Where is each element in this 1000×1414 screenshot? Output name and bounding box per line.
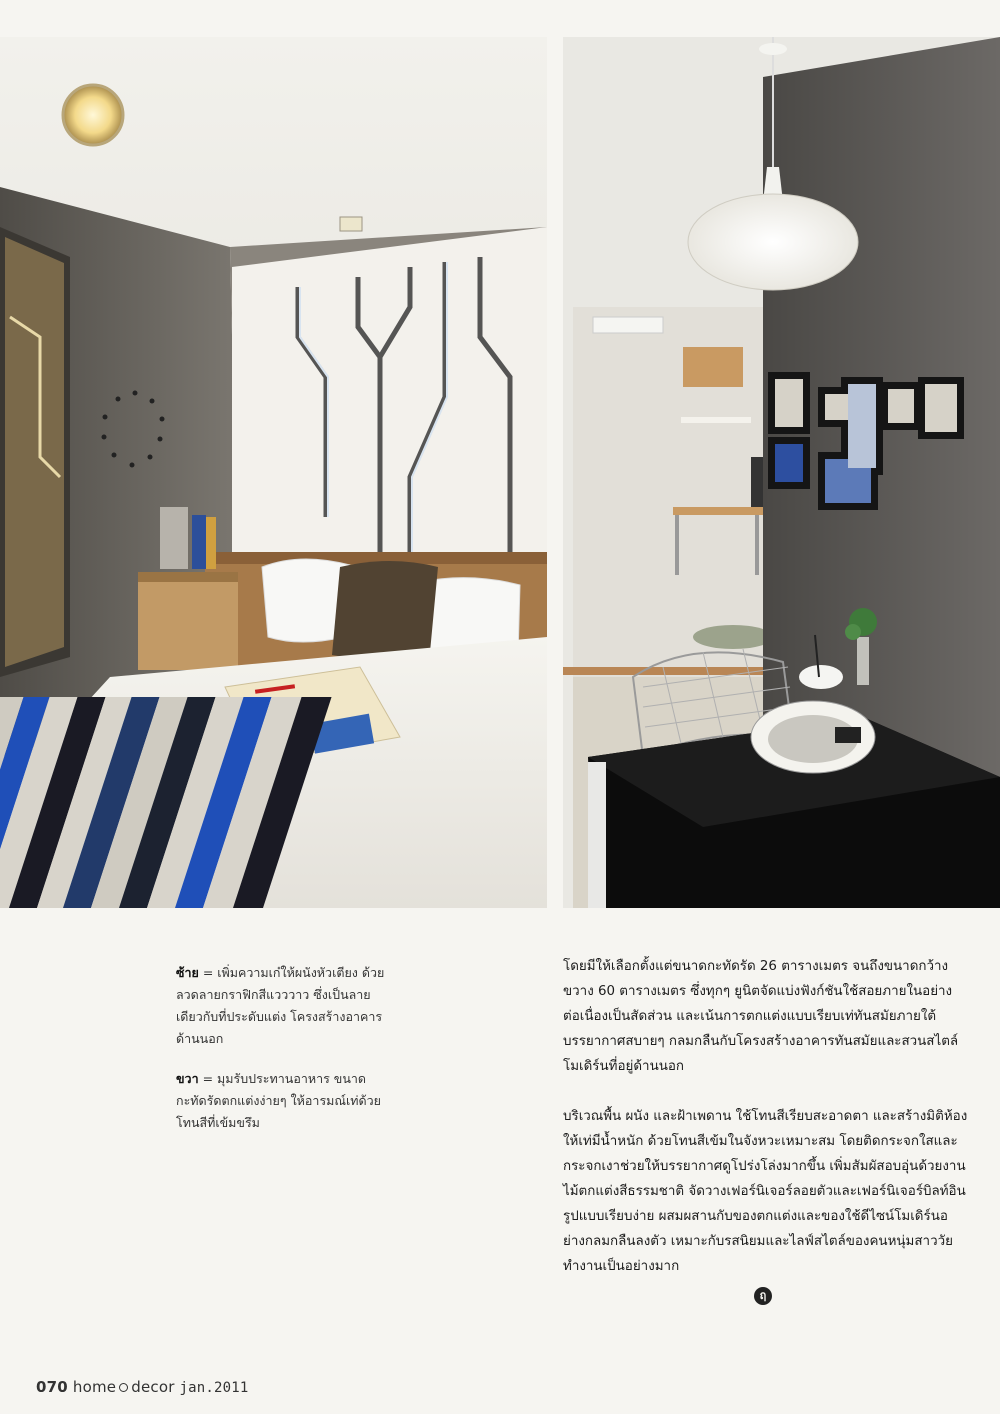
caption-left-text: = เพิ่มความเก๋ให้ผนังหัวเตียง ด้วยลวดลายกราฟิกสีแวววาว ซึ่งเป็นลายเดียวกับที่ประดับแต่ง โครงสร้างอาคารด้านนอก xyxy=(176,965,385,1046)
bedroom-photo xyxy=(0,37,547,908)
article-body xyxy=(563,954,968,1279)
article-paragraph-2: บริเวณพื้น ผนัง และฝ้าเพดาน ใช้โทนสีเรียบสะอาดตา และสร้างมิติห้องให้เท่มีน้ำหนัก ด้วยโทนสีเข้มในจังหวะเหมาะสม โดยติดกระจกใสและกระจกเงาช่วยให้บรรยากาศดูโปร่งโล่งมากขึ้น เพิ่มสัมผัสอบอุ่นด้วยงานไม้ตกแต่งสีธรรมชาติ จัดวางเฟอร์นิเจอร์ลอยตัวและเฟอร์นิเจอร์บิลท์อินรูปแบบเรียบง่าย ผสมผสานกับของตกแต่งและของใช้ดีไซน์โมเดิร์นอย่างกลมกลืนลงตัว เหมาะกับรสนิยมและไลฟ์สไตล์ของคนหนุ่มสาววัยทำงานเป็นอย่างมาก xyxy=(563,1109,968,1274)
end-of-article-mark: ฤ xyxy=(754,1287,772,1305)
photo-captions xyxy=(176,962,396,1134)
issue-date: jan.2011 xyxy=(179,1380,249,1396)
dining-corner-photo xyxy=(563,37,1000,908)
caption-right-text: = มุมรับประทานอาหาร ขนาดกะทัดรัดตกแต่งง่ายๆ ให้อารมณ์เท่ด้วยโทนสีที่เข้มขรึม xyxy=(176,1071,381,1130)
article-paragraph-1: โดยมีให้เลือกตั้งแต่ขนาดกะทัดรัด 26 ตารางเมตร จนถึงขนาดกว้างขวาง 60 ตารางเมตร ซึ่งทุกๆ ยูนิตจัดแบ่งฟังก์ชันใช้สอยภายในอย่างต่อเนื่องเป็นสัดส่วน และเน้นการตกแต่งแบบเรียบเท่ทันสมัยภายใต้บรรยากาศสบายๆ กลมกลืนกับโครงสร้างอาคารทันสมัยและสวนสไตล์โมเดิร์นที่อยู่ด้านนอก xyxy=(563,959,959,1074)
caption-left-label: ซ้าย xyxy=(176,965,199,980)
caption-right-label: ขวา xyxy=(176,1071,199,1086)
brand-dot-icon xyxy=(119,1383,128,1392)
page-number: 070 xyxy=(36,1378,68,1396)
magazine-brand-left: home xyxy=(72,1378,117,1396)
magazine-brand-right: decor xyxy=(131,1378,175,1396)
page-footer xyxy=(36,1378,249,1396)
caption-left xyxy=(176,962,396,1050)
caption-right xyxy=(176,1068,396,1134)
